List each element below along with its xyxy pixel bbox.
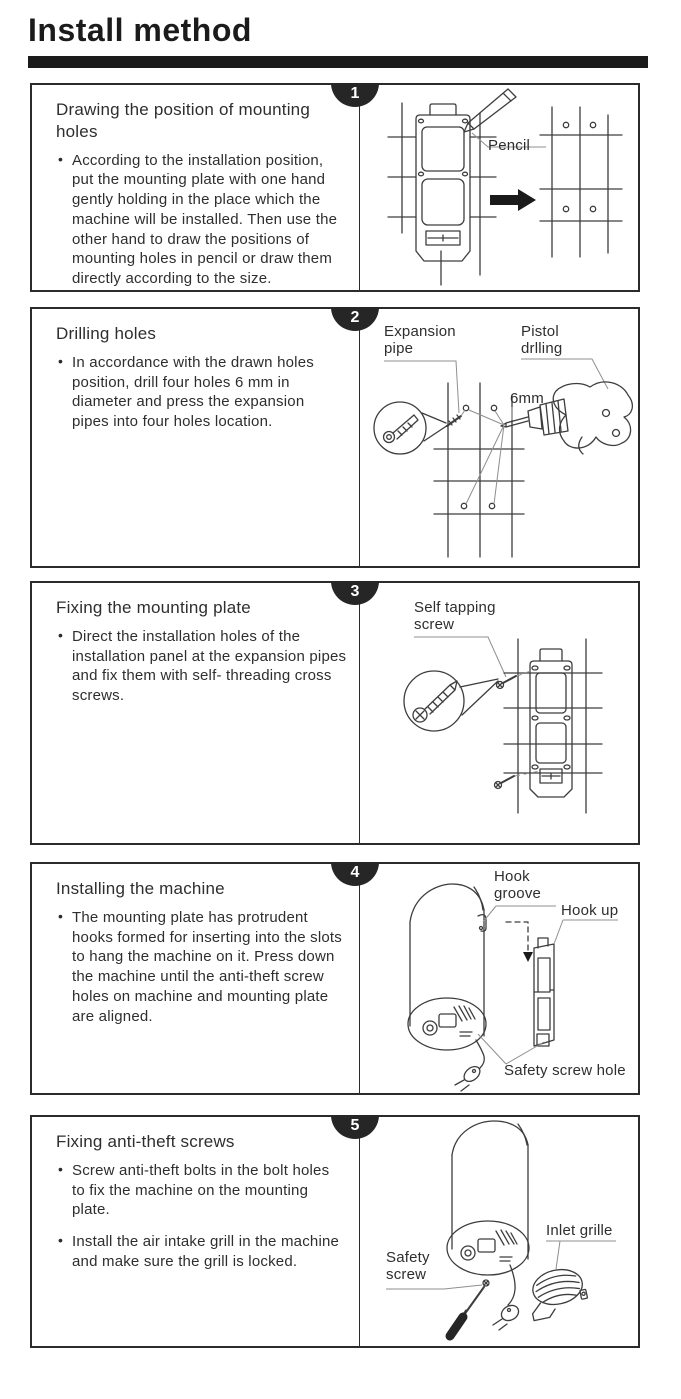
step5-illustration (359, 1117, 638, 1346)
self-tapping-screw-inset-circle (404, 671, 498, 731)
step4-title: Installing the machine (56, 879, 225, 898)
step5-text-column (32, 1117, 359, 1346)
expansion-pipe-drawing (447, 415, 461, 426)
step3-number-badge: 3 (331, 581, 379, 605)
step2-panel (30, 307, 640, 568)
pencil-label: Pencil (488, 137, 531, 154)
step2-title: Drilling holes (56, 324, 157, 343)
step5-number-badge: 5 (331, 1115, 379, 1139)
mounting-plate-marking-drawing (360, 85, 638, 290)
safety-screw-hole-label: Safety screw hole (504, 1062, 626, 1079)
step4-number-badge: 4 (331, 862, 379, 886)
bullet-dot: • (58, 352, 63, 369)
hook-up-leader-line (554, 920, 618, 944)
pistol-drilling-label: Pistol drlling (521, 323, 563, 358)
page-title: Install method (28, 12, 252, 48)
bullet-dot: • (58, 1160, 63, 1177)
expansion-pipe-label: Expansion pipe (384, 323, 456, 358)
bullet-dot: • (58, 150, 63, 167)
machine-body-drawing (408, 884, 486, 1050)
mounting-plate-drawing (416, 104, 470, 261)
hook-groove-leader-line (483, 906, 556, 922)
step4-bullet: • The mounting plate has protrudent hooks formed for inserting into the slots to hang the machine on it. Press down the machine until the anti-theft screw holes on machine and mounting plate are aligned. (58, 907, 342, 1025)
step4-text-column (32, 864, 359, 1093)
mounting-plate-drawing (530, 649, 572, 797)
wall-grid (434, 383, 524, 557)
self-tapping-screw-label: Self tapping screw (414, 599, 496, 634)
machine-body-drawing (447, 1121, 529, 1275)
wall-grid (504, 639, 602, 813)
pencil-drawing (464, 89, 516, 132)
step5-panel (30, 1115, 640, 1348)
step1-bullet: • According to the installation position, put the mounting plate with one hand gently holding in the place which the machine will be installed. Then use the other hand to draw the positions of mounting holes in pencil or draw them directly according to the size. (58, 150, 338, 288)
title-underline-bar (28, 56, 648, 68)
hook-up-label: Hook up (561, 902, 619, 919)
drill-target-lines (461, 410, 504, 504)
power-plug-drawing (455, 1040, 484, 1091)
step4-illustration (359, 864, 638, 1093)
inlet-grille-drawing (525, 1265, 590, 1321)
safety-screw-leader-line (386, 1285, 482, 1289)
step3-bullet: • Direct the installation holes of the installation panel at the expansion pipes and fix them with self- threading cross screws. (58, 626, 347, 705)
six-mm-label: 6mm (510, 390, 544, 407)
step3-title: Fixing the mounting plate (56, 598, 251, 617)
step3-illustration (359, 583, 638, 843)
hook-groove-label: Hook groove (494, 868, 542, 903)
step5-bullet-1: • Screw anti-theft bolts in the bolt holes to fix the machine on the mounting plate. (58, 1160, 330, 1219)
drill-bit (501, 417, 528, 427)
hook-direction-arrow (506, 922, 533, 962)
step1-title: Drawing the position of mounting holes (56, 100, 310, 141)
step2-number-badge: 2 (331, 307, 379, 331)
bullet-dot: • (58, 907, 63, 924)
step4-panel (30, 862, 640, 1095)
step2-illustration (359, 309, 638, 566)
step5-title: Fixing anti-theft screws (56, 1132, 235, 1151)
step2-text-column (32, 309, 359, 566)
step1-number-badge: 1 (331, 83, 379, 107)
step1-illustration (359, 85, 638, 290)
step1-panel (30, 83, 640, 292)
mounting-plate-side-drawing (534, 938, 554, 1046)
bullet-dot: • (58, 1232, 63, 1249)
marked-wall-grid (540, 107, 622, 257)
step2-bullet: • In accordance with the drawn holes position, drill four holes 6 mm in diameter and press the expansion pipes into four holes location. (58, 352, 314, 431)
bullet-dot: • (58, 626, 63, 643)
step5-bullet-2: • Install the air intake grill in the machine and make sure the grill is locked. (58, 1232, 340, 1270)
screwdriver-drawing (450, 1280, 489, 1336)
right-arrow-icon (490, 189, 536, 211)
safety-screw-label: Safety screw (386, 1249, 430, 1284)
step3-text-column (32, 583, 359, 843)
step1-text-column (32, 85, 359, 290)
step3-panel (30, 581, 640, 845)
inlet-grille-label: Inlet grille (546, 1222, 613, 1239)
inlet-grille-leader-line (546, 1241, 616, 1269)
expansion-pipe-inset-circle (374, 402, 448, 454)
